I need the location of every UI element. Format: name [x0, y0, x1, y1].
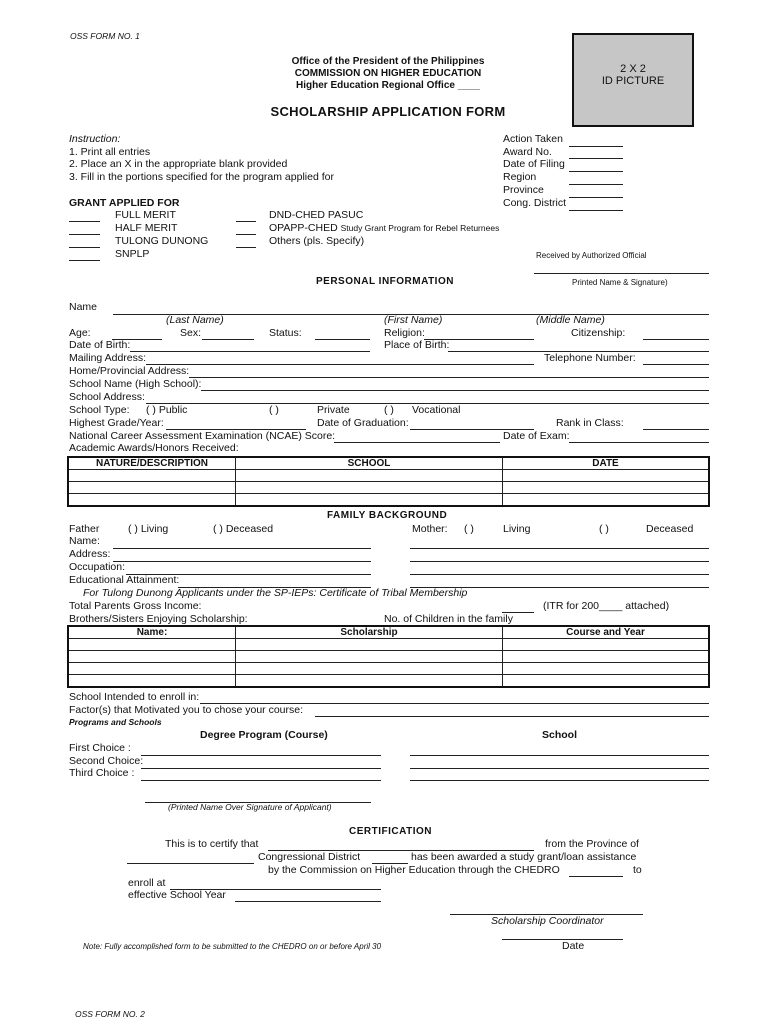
mother-living-checkbox[interactable]: ( )	[464, 523, 474, 535]
grant-option-opapp-desc: Study Grant Program for Rebel Returnees	[340, 223, 500, 233]
table-cell[interactable]	[68, 470, 236, 482]
school-year-field[interactable]	[235, 901, 381, 902]
table-row	[68, 663, 709, 675]
third-choice-school-field[interactable]	[410, 780, 709, 781]
grant-checkbox[interactable]	[69, 260, 100, 261]
ncae-field[interactable]	[334, 442, 500, 443]
to-text: to	[633, 864, 642, 876]
instruction-item: 2. Place an X in the appropriate blank provided	[69, 158, 288, 170]
mother-address-field[interactable]	[410, 561, 709, 562]
instruction-item: 1. Print all entries	[69, 146, 151, 158]
grant-checkbox[interactable]	[69, 247, 100, 248]
awards-col-school: SCHOOL	[236, 457, 503, 470]
table-row	[68, 639, 709, 651]
grant-checkbox[interactable]	[236, 221, 256, 222]
last-name-caption: (Last Name)	[166, 314, 224, 326]
award-no-label: Award No.	[503, 146, 552, 158]
first-name-caption: (First Name)	[384, 314, 443, 326]
father-deceased-option[interactable]: ( ) Deceased	[213, 523, 274, 535]
siblings-col-name: Name:	[68, 626, 236, 639]
awards-col-nature: NATURE/DESCRIPTION	[68, 457, 236, 470]
school-type-vocational-checkbox[interactable]: ( )	[384, 404, 394, 416]
religion-label: Religion:	[384, 327, 425, 339]
table-row	[68, 494, 709, 507]
telephone-label: Telephone Number:	[544, 352, 636, 364]
grant-checkbox[interactable]	[236, 234, 256, 235]
degree-program-heading: Degree Program (Course)	[200, 729, 328, 741]
dob-label: Date of Birth:	[69, 339, 131, 351]
table-cell[interactable]	[503, 470, 710, 482]
region-label: Region	[503, 171, 537, 183]
family-heading: FAMILY BACKGROUND	[327, 510, 448, 521]
action-taken-field[interactable]	[569, 146, 623, 147]
mother-occupation-field[interactable]	[410, 574, 709, 575]
grant-heading: GRANT APPLIED FOR	[69, 197, 180, 209]
school-name-field[interactable]	[201, 390, 709, 391]
coordinator-caption: Scholarship Coordinator	[491, 915, 604, 927]
first-choice-course-field[interactable]	[141, 755, 381, 756]
second-choice-course-field[interactable]	[141, 768, 381, 769]
mother-name-field[interactable]	[410, 548, 709, 549]
highest-grade-label: Highest Grade/Year:	[69, 417, 164, 429]
form-title: SCHOLARSHIP APPLICATION FORM	[270, 104, 506, 119]
action-taken-label: Action Taken	[503, 133, 563, 145]
received-by-signature-line[interactable]	[534, 273, 709, 274]
awards-table	[67, 456, 710, 507]
grant-option: FULL MERIT	[115, 209, 176, 221]
awards-label: Academic Awards/Honors Received:	[69, 442, 239, 454]
table-cell[interactable]	[68, 482, 236, 494]
dob-field[interactable]	[130, 351, 370, 352]
third-choice-label: Third Choice :	[69, 767, 135, 779]
siblings-col-course: Course and Year	[503, 626, 710, 639]
grant-option: DND-CHED PASUC	[269, 209, 364, 221]
second-choice-label: Second Choice:	[69, 755, 144, 767]
school-type-private-checkbox[interactable]: ( )	[269, 404, 279, 416]
exam-date-field[interactable]	[569, 442, 709, 443]
school-year-text: effective School Year	[128, 889, 226, 901]
status-label: Status:	[269, 327, 302, 339]
id-picture-box	[572, 33, 694, 127]
table-row	[68, 651, 709, 663]
header-line2: COMMISSION ON HIGHER EDUCATION	[294, 68, 482, 79]
mother-living-label: Living	[503, 523, 531, 535]
school-type-vocational-label: Vocational	[412, 404, 461, 416]
table-cell[interactable]	[236, 675, 503, 688]
gross-income-label: Total Parents Gross Income:	[69, 600, 202, 612]
grant-option: SNPLP	[115, 248, 150, 260]
instruction-item: 3. Fill in the portions specified for the program applied for	[69, 171, 334, 183]
personal-info-heading: PERSONAL INFORMATION	[316, 276, 454, 287]
mother-label: Mother:	[412, 523, 448, 535]
table-cell[interactable]	[236, 470, 503, 482]
province-field[interactable]	[569, 197, 623, 198]
rank-field[interactable]	[643, 429, 709, 430]
province-label: Province	[503, 184, 544, 196]
form-number-2: OSS FORM NO. 2	[75, 1009, 145, 1019]
third-choice-course-field[interactable]	[141, 780, 381, 781]
header-line3: Higher Education Regional Office ____	[296, 80, 480, 91]
date-of-filing-field[interactable]	[569, 171, 623, 172]
table-cell[interactable]	[68, 675, 236, 688]
second-choice-school-field[interactable]	[410, 768, 709, 769]
school-heading: School	[542, 729, 578, 741]
district-text: Congressional District	[258, 851, 361, 863]
region-field[interactable]	[569, 184, 623, 185]
certify-text: This is to certify that	[165, 838, 259, 850]
cong-district-label: Cong. District	[503, 197, 567, 209]
table-cell[interactable]	[236, 663, 503, 675]
tulong-dunong-note: For Tulong Dunong Applicants under the SP-IEPs: Certificate of Tribal Membership	[83, 587, 468, 599]
chedro-field[interactable]	[569, 876, 623, 877]
table-cell[interactable]	[68, 663, 236, 675]
applicant-signature-caption: (Printed Name Over Signature of Applicant)	[168, 802, 332, 812]
table-cell[interactable]	[503, 482, 710, 494]
table-cell[interactable]	[503, 651, 710, 663]
school-name-label: School Name (High School):	[69, 378, 202, 390]
graduation-date-label: Date of Graduation:	[317, 417, 409, 429]
grant-option: TULONG DUNONG	[115, 235, 209, 247]
table-cell[interactable]	[503, 675, 710, 688]
siblings-label: Brothers/Sisters Enjoying Scholarship:	[69, 613, 248, 625]
intended-school-label: School Intended to enroll in:	[69, 691, 200, 703]
parent-education-label: Educational Attainment:	[69, 574, 180, 586]
mother-deceased-checkbox[interactable]: ( )	[599, 523, 609, 535]
school-type-private-label: Private	[317, 404, 350, 416]
middle-name-caption: (Middle Name)	[536, 314, 605, 326]
school-address-label: School Address:	[69, 391, 145, 403]
photo-label-1: 2 X 2	[620, 63, 646, 75]
table-cell[interactable]	[68, 639, 236, 651]
name-label: Name	[69, 301, 98, 313]
instruction-heading: Instruction:	[69, 133, 121, 145]
home-address-field[interactable]	[189, 377, 709, 378]
first-choice-label: First Choice :	[69, 742, 131, 754]
table-cell[interactable]	[68, 494, 236, 507]
school-type-label: School Type:	[69, 404, 130, 416]
programs-schools-heading: Programs and Schools	[69, 717, 162, 727]
sex-field[interactable]	[202, 339, 254, 340]
citizenship-label: Citizenship:	[571, 327, 626, 339]
father-label: Father	[69, 523, 100, 535]
grant-checkbox[interactable]	[69, 221, 100, 222]
table-row	[68, 675, 709, 688]
grant-checkbox[interactable]	[236, 247, 256, 248]
citizenship-field[interactable]	[643, 339, 709, 340]
submission-note: Note: Fully accomplished form to be submitted to the CHEDRO on or before April 30	[83, 942, 382, 951]
mailing-address-field[interactable]	[146, 364, 534, 365]
rank-label: Rank in Class:	[556, 417, 624, 429]
table-cell[interactable]	[503, 639, 710, 651]
grant-option: HALF MERIT	[115, 222, 178, 234]
table-cell[interactable]	[236, 639, 503, 651]
children-count-label: No. of Children in the family	[384, 613, 513, 625]
header-line1: Office of the President of the Philippines	[291, 56, 485, 67]
father-name-field[interactable]	[113, 548, 371, 549]
awarded-text: has been awarded a study grant/loan assistance	[411, 851, 637, 863]
award-no-field[interactable]	[569, 158, 623, 159]
home-address-label: Home/Provincial Address:	[69, 365, 190, 377]
ncae-label: National Career Assessment Examination (NCAE) Score:	[69, 430, 336, 442]
telephone-field[interactable]	[643, 364, 709, 365]
first-choice-school-field[interactable]	[410, 755, 709, 756]
province-field[interactable]	[127, 863, 254, 864]
parent-occupation-label: Occupation:	[69, 561, 126, 573]
grant-option-opapp: OPAPP-CHED	[269, 222, 338, 234]
from-province-text: from the Province of	[545, 838, 639, 850]
status-field[interactable]	[315, 339, 370, 340]
parent-address-label: Address:	[69, 548, 111, 560]
grant-option	[269, 223, 499, 234]
age-label: Age:	[69, 327, 91, 339]
table-cell[interactable]	[236, 494, 503, 507]
awards-col-date: DATE	[503, 457, 710, 470]
mailing-address-label: Mailing Address:	[69, 352, 147, 364]
pob-label: Place of Birth:	[384, 339, 450, 351]
table-cell[interactable]	[503, 663, 710, 675]
received-by-label: Received by Authorized Official	[536, 251, 647, 260]
father-living-option[interactable]: ( ) Living	[128, 523, 169, 535]
coordinator-date-caption: Date	[562, 940, 585, 952]
itr-note: (ITR for 200____ attached)	[543, 600, 670, 612]
form-number: OSS FORM NO. 1	[70, 31, 140, 41]
date-of-filing-label: Date of Filing	[503, 158, 565, 170]
exam-date-label: Date of Exam:	[503, 430, 570, 442]
certification-heading: CERTIFICATION	[349, 826, 432, 837]
siblings-col-scholarship: Scholarship	[236, 626, 503, 639]
table-cell[interactable]	[68, 651, 236, 663]
table-cell[interactable]	[236, 482, 503, 494]
parent-name-label: Name:	[69, 535, 100, 547]
siblings-table	[67, 625, 710, 688]
table-row	[68, 470, 709, 482]
father-address-field[interactable]	[113, 561, 371, 562]
mother-deceased-label: Deceased	[646, 523, 694, 535]
sex-label: Sex:	[180, 327, 202, 339]
motivation-field[interactable]	[315, 716, 709, 717]
table-cell[interactable]	[503, 494, 710, 507]
school-type-public-option[interactable]: ( ) Public	[146, 404, 188, 416]
by-chedro-text: by the Commission on Higher Education through the CHEDRO	[268, 864, 560, 876]
grant-option: Others (pls. Specify)	[269, 235, 365, 247]
motivation-label: Factor(s) that Motivated you to chose your course:	[69, 704, 304, 716]
photo-label-2: ID PICTURE	[601, 75, 665, 87]
grant-checkbox[interactable]	[69, 234, 100, 235]
table-row	[68, 482, 709, 494]
enroll-at-text: enroll at	[128, 877, 166, 889]
cong-district-field[interactable]	[569, 210, 623, 211]
printed-name-signature-label: Printed Name & Signature)	[572, 278, 668, 287]
table-cell[interactable]	[236, 651, 503, 663]
